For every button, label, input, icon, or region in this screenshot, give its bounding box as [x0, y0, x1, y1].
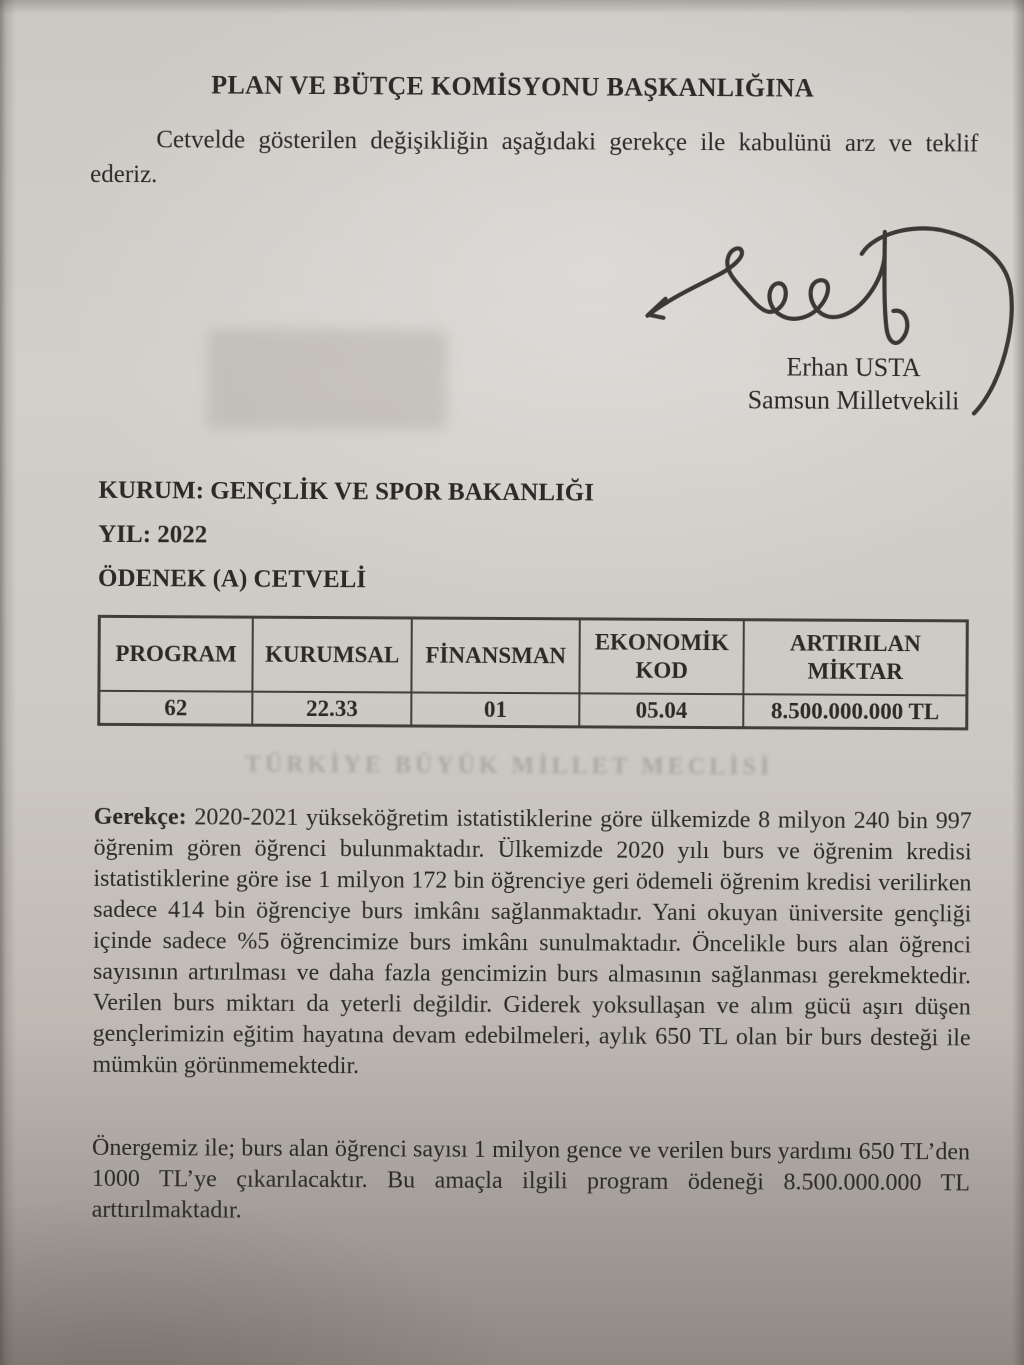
page-title: PLAN VE BÜTÇE KOMİSYONU BAŞKANLIĞINA — [211, 70, 814, 103]
cell-finansman: 01 — [412, 692, 580, 726]
table-header-ekonomik-kod: EKONOMİK KOD — [579, 619, 744, 694]
cell-artirilan-miktar: 8.500.000.000 TL — [744, 694, 967, 729]
signer-name: Erhan USTA — [786, 352, 921, 383]
odenek-line: ÖDENEK (A) CETVELİ — [97, 564, 367, 594]
table-row — [99, 691, 967, 729]
cell-kurumsal: 22.33 — [252, 692, 412, 726]
table-header-artirilan-miktar: ARTIRILAN MİKTAR — [744, 620, 967, 696]
signer-block — [691, 350, 1016, 418]
kurum-line: KURUM: GENÇLİK VE SPOR BAKANLIĞI — [98, 476, 594, 507]
document-meta — [98, 477, 594, 612]
table-header-kurumsal: KURUMSAL — [252, 617, 412, 692]
cell-program: 62 — [99, 691, 253, 725]
yil-line: YIL: 2022 — [98, 520, 208, 549]
signer-role: Samsun Milletvekili — [747, 385, 960, 416]
blurred-region — [207, 328, 448, 429]
odenek-a-cetveli-table — [97, 615, 969, 731]
cell-ekonomik-kod: 05.04 — [579, 693, 744, 727]
table-header-program: PROGRAM — [99, 616, 253, 691]
bleedthrough-watermark: TÜRKİYE BÜYÜK MİLLET MECLİSİ — [244, 751, 774, 781]
gerekce-label: Gerekçe: — [93, 803, 187, 831]
table-header-row — [99, 616, 967, 695]
table-header-finansman: FİNANSMAN — [412, 618, 580, 693]
intro-paragraph: Cetvelde gösterilen değişikliğin aşağıdaki gerekçe ile kabulünü arz ve teklif ederiz. — [90, 126, 979, 189]
signature-stroke-scrawl — [647, 248, 884, 319]
gerekce-paragraph — [92, 802, 971, 1086]
signature-stroke-stem — [884, 232, 908, 343]
gerekce-text: 2020-2021 yükseköğretim istatistiklerine göre ülkemizde 8 milyon 240 bin 997 öğrenim gören öğrenci bulunmaktadır. Ülkemizde 2020 yılı burs ve öğrenim kredisi istatistiklerine göre ise 1 milyon 172 bin öğrenciye geri ödemeli öğrenim kredisi verilirken sadece 414 bin öğrenciye burs imkânı sağlanmaktadır. Yani okuyan üniversite gençliği içinde sadece %5 öğrencimize burs imkânı sunulmaktadır. Öncelikle burs alan öğrenci sayısının artırılması ve daha fazla gencimizin burs almasının sağlanması gerekmektedir. Verilen burs miktarı da yeterli değildir. Giderek yoksullaşan ve alım gücü aşırı düşen gençlerimizin eğitim hayatına devam edebilmeleri, aylık 650 TL olan bir burs desteği ile mümkün görünmemektedir. — [92, 804, 972, 1080]
onerge-paragraph: Önergemiz ile; burs alan öğrenci sayısı 1 milyon gence ve verilen burs yardımı 650 TL’den 1000 TL’ye çıkarılacaktır. Bu amaçla ilgili program ödeneği 8.500.000.000 TL arttırılmaktadır. — [91, 1134, 971, 1224]
